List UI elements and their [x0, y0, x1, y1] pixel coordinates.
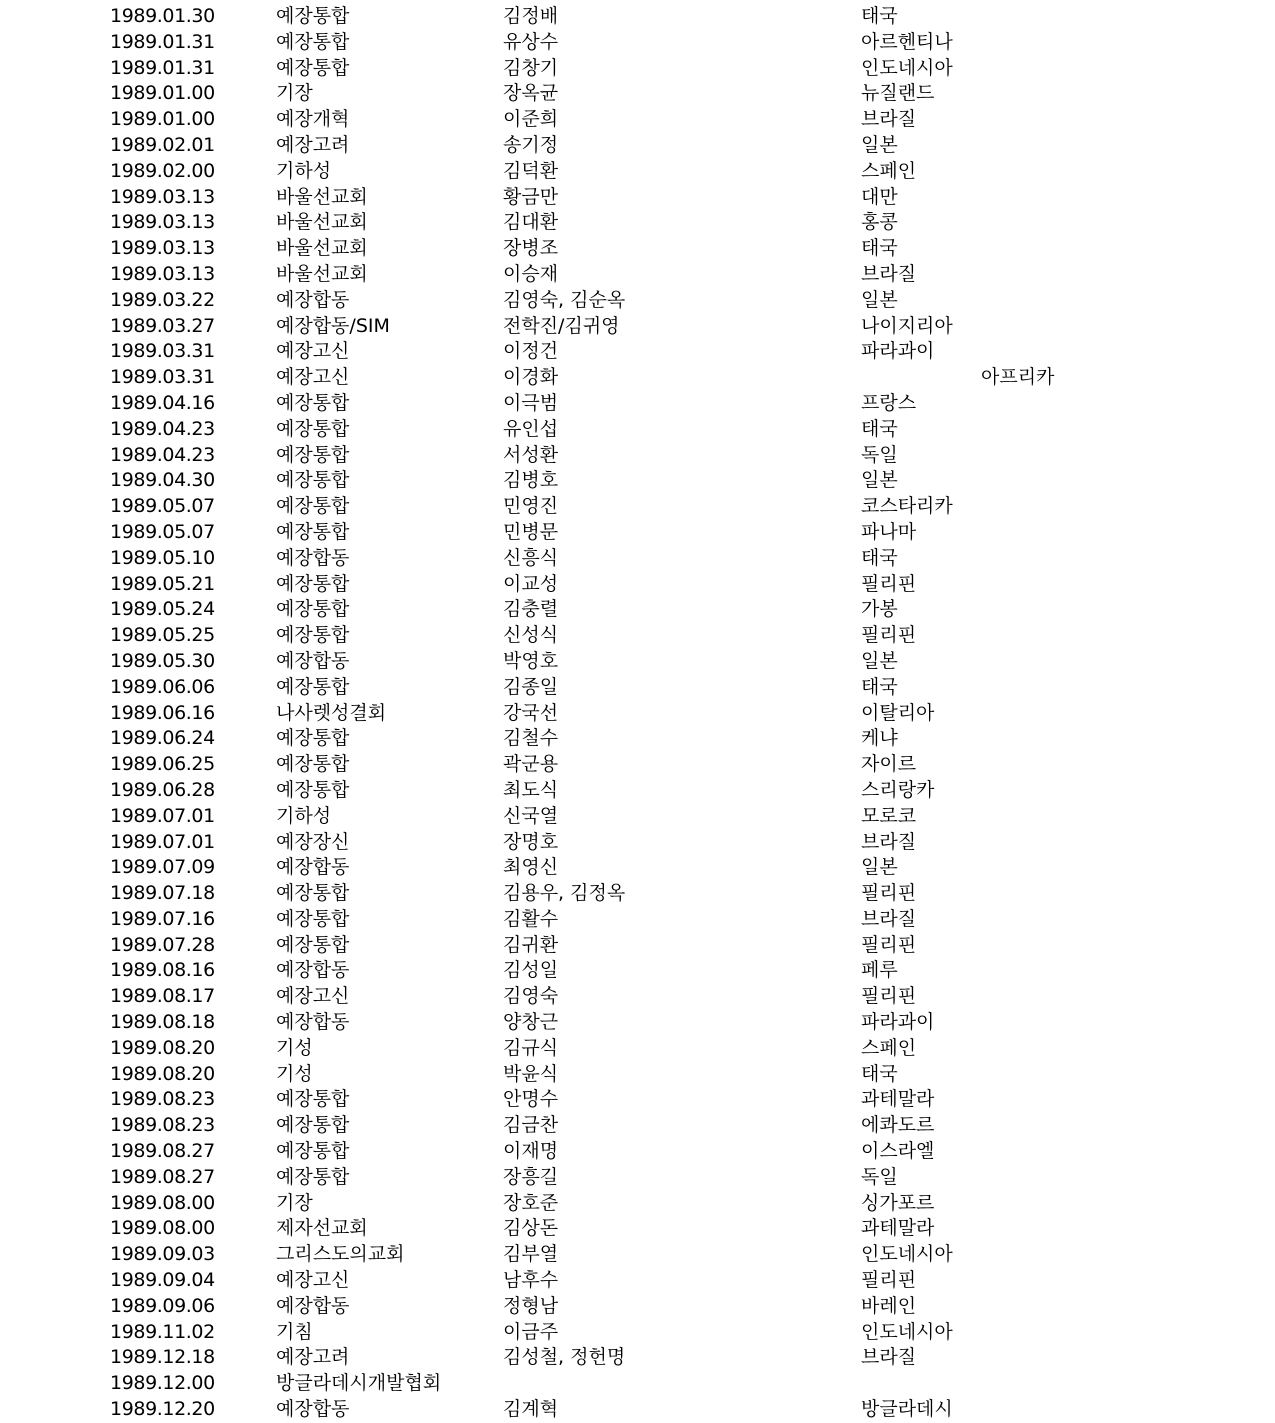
missionary-name-cell: 김계혁	[503, 1398, 559, 1421]
denomination-cell: 기성	[276, 1062, 313, 1085]
date-cell: 1989.01.30	[110, 5, 215, 27]
country-cell: 파라과이	[861, 1011, 935, 1034]
missionary-name-cell: 김철수	[503, 727, 559, 750]
table-row	[0, 1191, 1275, 1217]
denomination-cell: 기하성	[276, 804, 332, 827]
country-cell: 인도네시아	[861, 1320, 953, 1343]
date-cell: 1989.04.16	[110, 391, 215, 414]
country-cell: 이탈리아	[861, 701, 935, 724]
date-cell: 1989.08.17	[110, 985, 215, 1008]
denomination-cell: 예장통합	[276, 907, 350, 930]
missionary-name-cell: 박영호	[503, 649, 559, 672]
date-cell: 1989.05.25	[110, 624, 215, 647]
country-cell: 아프리카	[981, 366, 1055, 389]
denomination-cell: 바울선교회	[276, 262, 368, 285]
missionary-name-cell: 이극범	[503, 391, 559, 414]
denomination-cell: 예장고려	[276, 1346, 350, 1369]
denomination-cell: 예장통합	[276, 30, 350, 53]
country-cell: 에콰도르	[861, 1114, 935, 1137]
missionary-name-cell: 남후수	[503, 1269, 559, 1292]
table-row	[0, 339, 1275, 365]
missionary-name-cell: 유상수	[503, 30, 559, 53]
country-cell: 필리핀	[861, 985, 917, 1008]
denomination-cell: 예장통합	[276, 5, 350, 27]
missionary-name-cell: 신성식	[503, 624, 559, 647]
missionary-name-cell: 김금찬	[503, 1114, 559, 1137]
date-cell: 1989.12.00	[110, 1372, 215, 1395]
missionary-name-cell: 최도식	[503, 778, 559, 801]
date-cell: 1989.05.10	[110, 546, 215, 569]
country-cell: 일본	[861, 288, 898, 311]
table-row	[0, 133, 1275, 159]
table-row	[0, 881, 1275, 907]
table-row	[0, 933, 1275, 959]
date-cell: 1989.06.06	[110, 675, 215, 698]
table-row	[0, 1345, 1275, 1371]
denomination-cell: 기장	[276, 1191, 313, 1214]
missionary-name-cell: 이재명	[503, 1140, 559, 1163]
denomination-cell: 예장합동/SIM	[276, 314, 390, 337]
date-cell: 1989.08.20	[110, 1036, 215, 1059]
table-row	[0, 675, 1275, 701]
table-row	[0, 726, 1275, 752]
missionary-name-cell: 김대환	[503, 211, 559, 234]
denomination-cell: 예장고신	[276, 985, 350, 1008]
denomination-cell: 예장통합	[276, 469, 350, 492]
country-cell: 스리랑카	[861, 778, 935, 801]
table-row	[0, 597, 1275, 623]
missionary-name-cell: 이준희	[503, 108, 559, 131]
date-cell: 1989.03.22	[110, 288, 215, 311]
date-cell: 1989.09.03	[110, 1243, 215, 1266]
country-cell: 방글라데시	[861, 1398, 953, 1421]
table-row	[0, 443, 1275, 469]
missionary-name-cell: 민병문	[503, 520, 559, 543]
denomination-cell: 예장통합	[276, 1088, 350, 1111]
table-row	[0, 4, 1275, 30]
table-row	[0, 468, 1275, 494]
table-row	[0, 1242, 1275, 1268]
missionary-name-cell: 장명호	[503, 830, 559, 853]
date-cell: 1989.03.27	[110, 314, 215, 337]
country-cell: 브라질	[861, 1346, 917, 1369]
date-cell: 1989.05.24	[110, 598, 215, 621]
table-row	[0, 1268, 1275, 1294]
date-cell: 1989.02.00	[110, 159, 215, 182]
missionary-name-cell: 최영신	[503, 856, 559, 879]
table-row	[0, 1139, 1275, 1165]
denomination-cell: 예장통합	[276, 391, 350, 414]
date-cell: 1989.01.00	[110, 82, 215, 105]
table-row	[0, 830, 1275, 856]
date-cell: 1989.08.27	[110, 1140, 215, 1163]
missionary-name-cell: 박윤식	[503, 1062, 559, 1085]
table-row	[0, 56, 1275, 82]
missionary-name-cell: 송기정	[503, 133, 559, 156]
missionary-name-cell: 안명수	[503, 1088, 559, 1111]
country-cell: 케냐	[861, 727, 898, 750]
missionary-name-cell: 유인섭	[503, 417, 559, 440]
date-cell: 1989.08.23	[110, 1114, 215, 1137]
denomination-cell: 예장통합	[276, 495, 350, 518]
table-row	[0, 159, 1275, 185]
table-row	[0, 1320, 1275, 1346]
denomination-cell: 예장합동	[276, 288, 350, 311]
date-cell: 1989.05.07	[110, 495, 215, 518]
date-cell: 1989.04.30	[110, 469, 215, 492]
country-cell: 이스라엘	[861, 1140, 935, 1163]
table-row	[0, 984, 1275, 1010]
table-row	[0, 907, 1275, 933]
date-cell: 1989.08.23	[110, 1088, 215, 1111]
denomination-cell: 예장통합	[276, 882, 350, 905]
missionary-name-cell: 황금만	[503, 185, 559, 208]
date-cell: 1989.11.02	[110, 1320, 215, 1343]
denomination-cell: 예장개혁	[276, 108, 350, 131]
date-cell: 1989.03.31	[110, 366, 215, 389]
denomination-cell: 예장통합	[276, 624, 350, 647]
table-row	[0, 391, 1275, 417]
missionary-name-cell: 양창근	[503, 1011, 559, 1034]
table-row	[0, 1371, 1275, 1397]
denomination-cell: 예장통합	[276, 443, 350, 466]
country-cell: 일본	[861, 469, 898, 492]
country-cell: 인도네시아	[861, 1243, 953, 1266]
country-cell: 나이지리아	[861, 314, 953, 337]
denomination-cell: 나사렛성결회	[276, 701, 387, 724]
country-cell: 브라질	[861, 262, 917, 285]
table-row	[0, 572, 1275, 598]
denomination-cell: 예장고신	[276, 340, 350, 363]
country-cell: 바레인	[861, 1294, 917, 1317]
denomination-cell: 바울선교회	[276, 237, 368, 260]
missionary-name-cell: 서성환	[503, 443, 559, 466]
denomination-cell: 예장합동	[276, 649, 350, 672]
country-cell: 과테말라	[861, 1217, 935, 1240]
table-row	[0, 262, 1275, 288]
missionary-name-cell: 정형남	[503, 1294, 559, 1317]
table-row	[0, 210, 1275, 236]
missionary-name-cell: 김영숙, 김순옥	[503, 288, 626, 311]
missionary-name-cell: 김병호	[503, 469, 559, 492]
table-row	[0, 1113, 1275, 1139]
country-cell: 스페인	[861, 1036, 917, 1059]
missionary-name-cell: 이경화	[503, 366, 559, 389]
denomination-cell: 예장통합	[276, 417, 350, 440]
date-cell: 1989.08.16	[110, 959, 215, 982]
missionary-name-cell: 김종일	[503, 675, 559, 698]
country-cell: 홍콩	[861, 211, 898, 234]
date-cell: 1989.01.00	[110, 108, 215, 131]
country-cell: 대만	[861, 185, 898, 208]
country-cell: 과테말라	[861, 1088, 935, 1111]
country-cell: 아르헨티나	[861, 30, 953, 53]
missionary-name-cell: 김정배	[503, 5, 559, 27]
country-cell: 일본	[861, 133, 898, 156]
country-cell: 모로코	[861, 804, 917, 827]
country-cell: 자이르	[861, 753, 917, 776]
country-cell: 가봉	[861, 598, 898, 621]
missionary-name-cell: 김영숙	[503, 985, 559, 1008]
date-cell: 1989.05.07	[110, 520, 215, 543]
date-cell: 1989.07.18	[110, 882, 215, 905]
denomination-cell: 예장장신	[276, 830, 350, 853]
country-cell: 싱가포르	[861, 1191, 935, 1214]
date-cell: 1989.06.28	[110, 778, 215, 801]
denomination-cell: 예장합동	[276, 1398, 350, 1421]
country-cell: 인도네시아	[861, 56, 953, 79]
country-cell: 파나마	[861, 520, 917, 543]
table-row	[0, 365, 1275, 391]
table-row	[0, 107, 1275, 133]
date-cell: 1989.08.18	[110, 1011, 215, 1034]
table-row	[0, 1062, 1275, 1088]
date-cell: 1989.12.20	[110, 1398, 215, 1421]
date-cell: 1989.07.01	[110, 804, 215, 827]
denomination-cell: 예장고신	[276, 366, 350, 389]
denomination-cell: 기장	[276, 82, 313, 105]
missionary-name-cell: 신국열	[503, 804, 559, 827]
country-cell: 페루	[861, 959, 898, 982]
denomination-cell: 바울선교회	[276, 211, 368, 234]
date-cell: 1989.03.13	[110, 262, 215, 285]
date-cell: 1989.09.04	[110, 1269, 215, 1292]
denomination-cell: 예장통합	[276, 933, 350, 956]
denomination-cell: 예장합동	[276, 1294, 350, 1317]
missionary-dispatch-table	[0, 4, 1275, 1423]
country-cell: 태국	[861, 5, 898, 27]
table-row	[0, 288, 1275, 314]
date-cell: 1989.08.20	[110, 1062, 215, 1085]
missionary-name-cell: 이금주	[503, 1320, 559, 1343]
missionary-name-cell: 김상돈	[503, 1217, 559, 1240]
table-row	[0, 752, 1275, 778]
missionary-name-cell: 김규식	[503, 1036, 559, 1059]
date-cell: 1989.07.16	[110, 907, 215, 930]
denomination-cell: 예장고려	[276, 133, 350, 156]
denomination-cell: 예장통합	[276, 753, 350, 776]
date-cell: 1989.07.09	[110, 856, 215, 879]
denomination-cell: 예장통합	[276, 572, 350, 595]
denomination-cell: 예장통합	[276, 778, 350, 801]
denomination-cell: 예장통합	[276, 675, 350, 698]
table-row	[0, 623, 1275, 649]
table-row	[0, 1294, 1275, 1320]
missionary-name-cell: 김용우, 김정옥	[503, 882, 626, 905]
country-cell: 뉴질랜드	[861, 82, 935, 105]
date-cell: 1989.08.00	[110, 1217, 215, 1240]
table-row	[0, 417, 1275, 443]
country-cell: 태국	[861, 237, 898, 260]
table-row	[0, 494, 1275, 520]
table-row	[0, 185, 1275, 211]
country-cell: 코스타리카	[861, 495, 953, 518]
table-row	[0, 236, 1275, 262]
table-row	[0, 520, 1275, 546]
missionary-name-cell: 민영진	[503, 495, 559, 518]
table-row	[0, 649, 1275, 675]
missionary-name-cell: 장호준	[503, 1191, 559, 1214]
missionary-name-cell: 이승재	[503, 262, 559, 285]
missionary-name-cell: 신흥식	[503, 546, 559, 569]
missionary-name-cell: 김성철, 정헌명	[503, 1346, 626, 1369]
country-cell: 독일	[861, 443, 898, 466]
country-cell: 필리핀	[861, 1269, 917, 1292]
denomination-cell: 예장통합	[276, 520, 350, 543]
missionary-name-cell: 김귀환	[503, 933, 559, 956]
date-cell: 1989.04.23	[110, 417, 215, 440]
denomination-cell: 기성	[276, 1036, 313, 1059]
country-cell: 파라과이	[861, 340, 935, 363]
country-cell: 태국	[861, 1062, 898, 1085]
table-row	[0, 1165, 1275, 1191]
country-cell: 브라질	[861, 108, 917, 131]
denomination-cell: 예장고신	[276, 1269, 350, 1292]
table-row	[0, 1087, 1275, 1113]
date-cell: 1989.12.18	[110, 1346, 215, 1369]
country-cell: 스페인	[861, 159, 917, 182]
table-row	[0, 701, 1275, 727]
denomination-cell: 기하성	[276, 159, 332, 182]
table-row	[0, 958, 1275, 984]
table-row	[0, 1036, 1275, 1062]
table-row	[0, 778, 1275, 804]
date-cell: 1989.06.16	[110, 701, 215, 724]
country-cell: 일본	[861, 649, 898, 672]
denomination-cell: 예장통합	[276, 1114, 350, 1137]
denomination-cell: 바울선교회	[276, 185, 368, 208]
denomination-cell: 방글라데시개발협회	[276, 1372, 442, 1395]
denomination-cell: 예장통합	[276, 727, 350, 750]
date-cell: 1989.04.23	[110, 443, 215, 466]
date-cell: 1989.06.24	[110, 727, 215, 750]
denomination-cell: 예장합동	[276, 959, 350, 982]
table-row	[0, 30, 1275, 56]
country-cell: 일본	[861, 856, 898, 879]
denomination-cell: 예장합동	[276, 1011, 350, 1034]
date-cell: 1989.08.27	[110, 1165, 215, 1188]
date-cell: 1989.06.25	[110, 753, 215, 776]
table-row	[0, 1216, 1275, 1242]
missionary-name-cell: 곽군용	[503, 753, 559, 776]
denomination-cell: 예장합동	[276, 546, 350, 569]
denomination-cell: 제자선교회	[276, 1217, 368, 1240]
date-cell: 1989.03.31	[110, 340, 215, 363]
date-cell: 1989.03.13	[110, 211, 215, 234]
missionary-name-cell: 이교성	[503, 572, 559, 595]
country-cell: 태국	[861, 546, 898, 569]
denomination-cell: 그리스도의교회	[276, 1243, 405, 1266]
date-cell: 1989.03.13	[110, 237, 215, 260]
denomination-cell: 예장통합	[276, 56, 350, 79]
date-cell: 1989.07.01	[110, 830, 215, 853]
date-cell: 1989.08.00	[110, 1191, 215, 1214]
table-row	[0, 804, 1275, 830]
date-cell: 1989.03.13	[110, 185, 215, 208]
country-cell: 필리핀	[861, 572, 917, 595]
missionary-name-cell: 장병조	[503, 237, 559, 260]
denomination-cell: 예장통합	[276, 598, 350, 621]
date-cell: 1989.05.21	[110, 572, 215, 595]
missionary-name-cell: 김활수	[503, 907, 559, 930]
date-cell: 1989.01.31	[110, 56, 215, 79]
date-cell: 1989.09.06	[110, 1294, 215, 1317]
missionary-name-cell: 김충렬	[503, 598, 559, 621]
table-row	[0, 81, 1275, 107]
missionary-name-cell: 김부열	[503, 1243, 559, 1266]
date-cell: 1989.05.30	[110, 649, 215, 672]
country-cell: 필리핀	[861, 882, 917, 905]
denomination-cell: 예장통합	[276, 1140, 350, 1163]
country-cell: 독일	[861, 1165, 898, 1188]
missionary-name-cell: 김덕환	[503, 159, 559, 182]
country-cell: 브라질	[861, 830, 917, 853]
missionary-name-cell: 전학진/김귀영	[503, 314, 620, 337]
missionary-name-cell: 이정건	[503, 340, 559, 363]
missionary-name-cell: 장흥길	[503, 1165, 559, 1188]
table-row	[0, 546, 1275, 572]
country-cell: 프랑스	[861, 391, 917, 414]
country-cell: 필리핀	[861, 624, 917, 647]
denomination-cell: 기침	[276, 1320, 313, 1343]
missionary-name-cell: 장옥균	[503, 82, 559, 105]
country-cell: 태국	[861, 675, 898, 698]
denomination-cell: 예장통합	[276, 1165, 350, 1188]
missionary-name-cell: 김성일	[503, 959, 559, 982]
table-row	[0, 1397, 1275, 1423]
date-cell: 1989.07.28	[110, 933, 215, 956]
missionary-name-cell: 강국선	[503, 701, 559, 724]
date-cell: 1989.02.01	[110, 133, 215, 156]
country-cell: 필리핀	[861, 933, 917, 956]
missionary-name-cell: 김창기	[503, 56, 559, 79]
table-row	[0, 855, 1275, 881]
table-row	[0, 1010, 1275, 1036]
country-cell: 브라질	[861, 907, 917, 930]
country-cell: 태국	[861, 417, 898, 440]
denomination-cell: 예장합동	[276, 856, 350, 879]
table-row	[0, 314, 1275, 340]
date-cell: 1989.01.31	[110, 30, 215, 53]
